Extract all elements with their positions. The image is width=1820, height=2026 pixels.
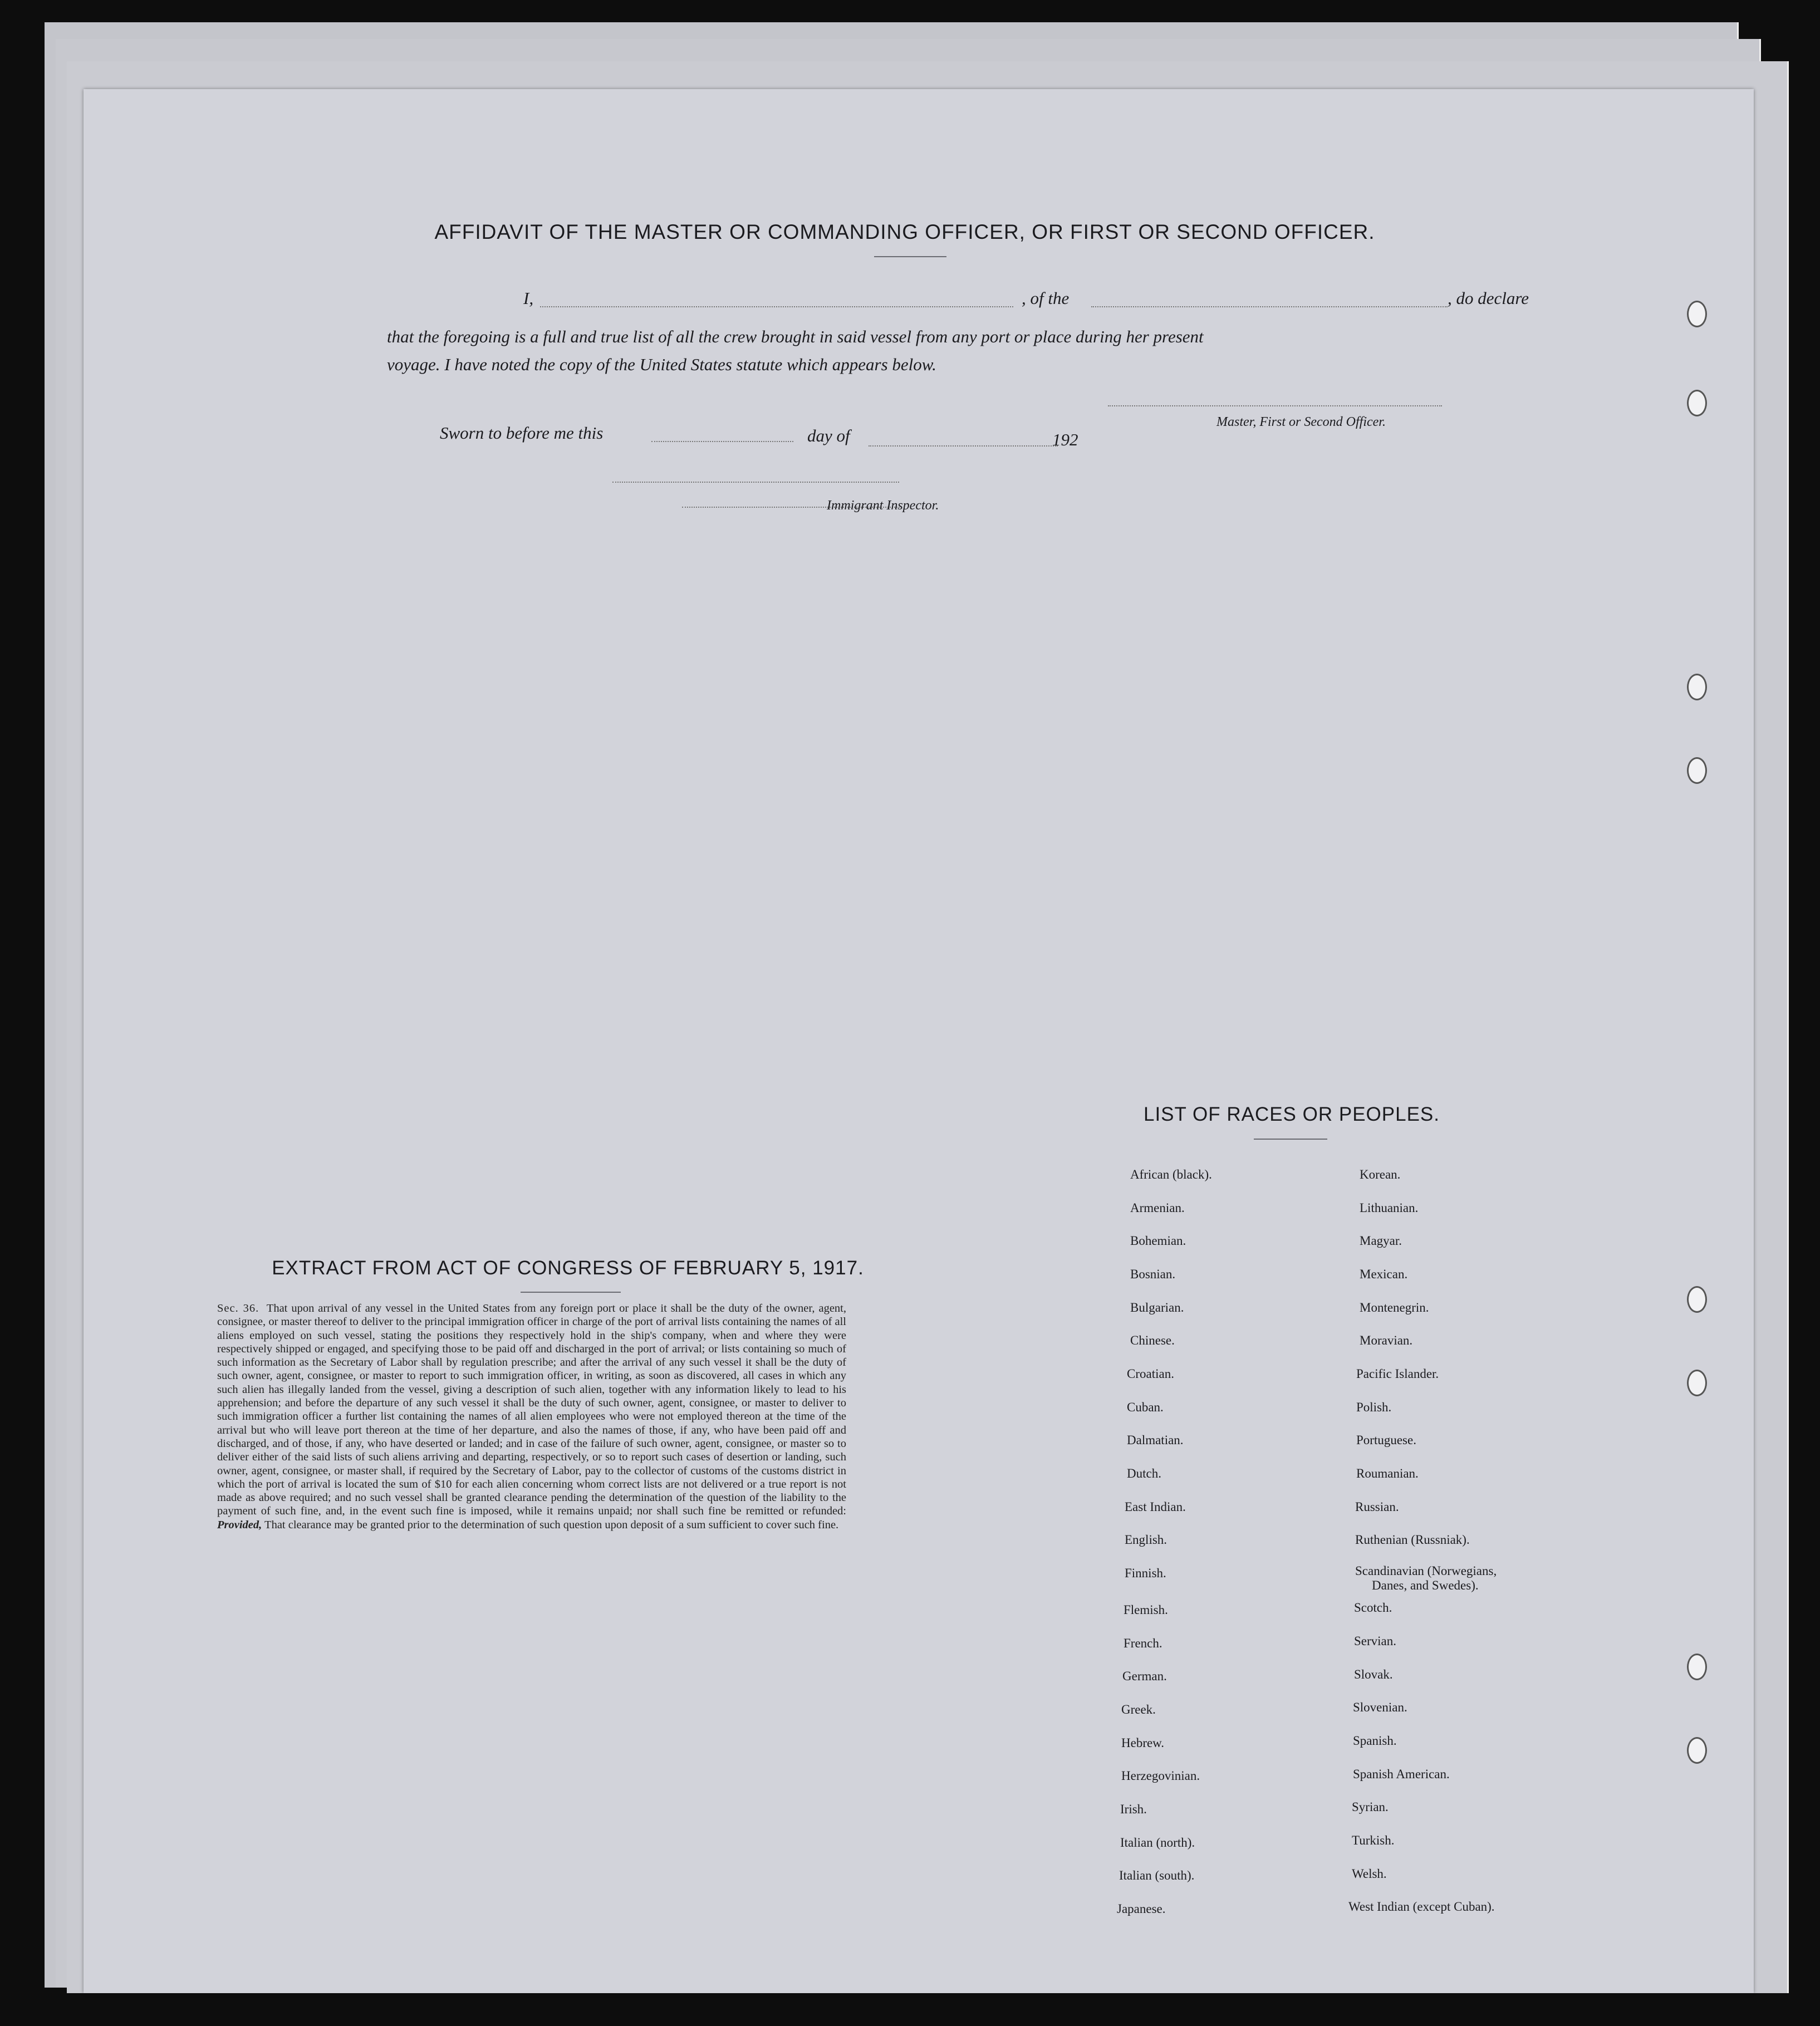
punch-hole-icon	[1687, 1654, 1707, 1680]
declaration-text	[387, 323, 1567, 379]
proviso-label: Provided,	[217, 1518, 262, 1531]
race-item: Welsh.	[1352, 1867, 1387, 1881]
race-item: Magyar.	[1360, 1234, 1402, 1248]
race-item: Herzegovinian.	[1121, 1769, 1200, 1783]
race-item: Scandinavian (Norwegians,	[1355, 1564, 1497, 1578]
punch-hole-icon	[1687, 1286, 1707, 1313]
race-item: Spanish.	[1353, 1734, 1397, 1748]
race-item: Pacific Islander.	[1356, 1367, 1439, 1381]
race-item: Slovenian.	[1353, 1700, 1407, 1714]
race-item: Ruthenian (Russniak).	[1355, 1533, 1470, 1547]
race-item: German.	[1122, 1669, 1167, 1683]
race-item: East Indian.	[1125, 1500, 1186, 1514]
race-item: Slovak.	[1354, 1667, 1393, 1681]
race-item: West Indian (except Cuban).	[1348, 1900, 1495, 1914]
race-item: Hebrew.	[1121, 1736, 1165, 1750]
race-item: Korean.	[1360, 1167, 1401, 1181]
declaration-line: that the foregoing is a full and true list of all the crew brought in said vessel from any port or place during her present	[387, 327, 1204, 346]
race-item: Moravian.	[1360, 1333, 1413, 1347]
race-item: Bohemian.	[1130, 1234, 1186, 1248]
race-item: Bulgarian.	[1130, 1301, 1184, 1314]
vessel-field[interactable]	[1091, 306, 1448, 307]
document-page	[84, 89, 1754, 1993]
race-item: Mexican.	[1360, 1267, 1408, 1281]
race-item: Polish.	[1356, 1400, 1392, 1414]
race-item: Servian.	[1354, 1634, 1397, 1648]
race-item: Dutch.	[1127, 1466, 1161, 1480]
proviso-text: That clearance may be granted prior to the determination of such question upon deposit of a sum sufficient to cover such fine.	[264, 1518, 839, 1531]
punch-hole-icon	[1687, 301, 1707, 327]
races-title: LIST OF RACES OR PEOPLES.	[1143, 1103, 1440, 1125]
do-declare-label: , do declare	[1448, 288, 1529, 308]
race-item: Bosnian.	[1130, 1267, 1176, 1281]
declaration-line: voyage. I have noted the copy of the United States statute which appears below.	[387, 355, 936, 374]
month-field[interactable]	[869, 445, 1058, 447]
punch-hole-icon	[1687, 1370, 1707, 1396]
race-item: Flemish.	[1124, 1603, 1168, 1617]
extract-body	[217, 1302, 846, 1532]
name-field[interactable]	[540, 306, 1013, 307]
inspector-caption: Immigrant Inspector.	[827, 498, 939, 513]
sworn-prefix: Sworn to before me this	[440, 423, 604, 443]
inspector-signature-field[interactable]	[612, 482, 899, 483]
race-item: Finnish.	[1125, 1566, 1166, 1580]
race-item: Portuguese.	[1356, 1433, 1416, 1447]
race-item: Dalmatian.	[1127, 1433, 1184, 1447]
affidavit-title: AFFIDAVIT OF THE MASTER OR COMMANDING OFFICER, OR FIRST OR SECOND OFFICER.	[434, 220, 1375, 243]
race-item: Greek.	[1121, 1703, 1156, 1716]
race-item: Italian (south).	[1119, 1868, 1195, 1882]
divider	[874, 256, 946, 257]
master-caption: Master, First or Second Officer.	[1216, 415, 1386, 429]
race-item: English.	[1125, 1533, 1167, 1547]
i-label: I,	[523, 288, 534, 308]
punch-hole-icon	[1687, 1737, 1707, 1764]
race-item: Armenian.	[1130, 1201, 1185, 1215]
day-field[interactable]	[651, 441, 793, 442]
of-the-label: , of the	[1022, 288, 1070, 308]
divider	[521, 1292, 621, 1293]
race-item: Chinese.	[1130, 1333, 1175, 1347]
year-prefix: 192	[1052, 430, 1078, 449]
race-item: Syrian.	[1352, 1800, 1389, 1814]
race-item: Montenegrin.	[1360, 1301, 1429, 1314]
master-signature-field[interactable]	[1108, 405, 1442, 406]
race-item: Roumanian.	[1356, 1466, 1419, 1480]
race-item: Turkish.	[1352, 1833, 1395, 1847]
race-item: Croatian.	[1127, 1367, 1174, 1381]
race-item: Cuban.	[1127, 1400, 1164, 1414]
race-item: Lithuanian.	[1360, 1201, 1419, 1215]
divider	[1254, 1139, 1327, 1140]
race-item: Danes, and Swedes).	[1372, 1578, 1479, 1592]
punch-hole-icon	[1687, 390, 1707, 416]
section-label: Sec. 36.	[217, 1302, 259, 1314]
race-item: French.	[1124, 1636, 1162, 1650]
race-item: Italian (north).	[1120, 1836, 1195, 1850]
day-of-label: day of	[807, 426, 850, 445]
extract-title: EXTRACT FROM ACT OF CONGRESS OF FEBRUARY 5, 1917.	[272, 1257, 864, 1279]
race-item: Scotch.	[1354, 1601, 1392, 1615]
race-item: Spanish American.	[1353, 1767, 1450, 1781]
race-item: African (black).	[1130, 1167, 1212, 1181]
race-item: Japanese.	[1117, 1902, 1166, 1916]
extract-text: That upon arrival of any vessel in the United States from any foreign port or place it shall be the duty of the owner, agent, consignee, or master thereof to deliver to the principal immigration officer in charge of the port of arrival lists containing the names of all aliens employed on such vessel, stating the positions they respectively hold in the ship's company, when and where they were respectively shipped or engaged, and specifying those to be paid off and discharged in the port of arrival; or lists containing so much of such information as the Secretary of Labor shall by regulation prescribe; and after the arrival of any such vessel it shall be the duty of such owner, agent, consignee, or master to report to such immigration officer, in writing, as soon as discovered, all cases in which any such alien has illegally landed from the vessel, giving a description of such alien, together with any information likely to lead to his apprehension; and before the departure of any such vessel it shall be the duty of such owner, agent, consignee, or master to deliver to such immigration officer a further list containing the names of all alien employees who were not employed thereon at the time of the arrival but who will leave port thereon at the time of her departure, and also the names of those, if any, who have been paid off and discharged, and of those, if any, who have deserted or landed; and in case of the failure of such owner, agent, consignee, or master so to deliver either of the said lists of such aliens arriving and departing, respectively, or so to report such cases of desertion or landing, such owner, agent, consignee, or master shall, if required by the Secretary of Labor, pay to the collector of customs of the customs district in which the port of arrival is located the sum of $10 for each alien concerning whom correct lists are not delivered or a true report is not made as above required; and no such vessel shall be granted clearance pending the determination of the question of the liability to the payment of such fine, and, in the event such fine is imposed, while it remains unpaid; nor shall such fine be remitted or refunded:	[217, 1302, 846, 1518]
punch-hole-icon	[1687, 757, 1707, 784]
race-item: Irish.	[1120, 1802, 1147, 1816]
race-item: Russian.	[1355, 1500, 1399, 1514]
punch-hole-icon	[1687, 674, 1707, 700]
